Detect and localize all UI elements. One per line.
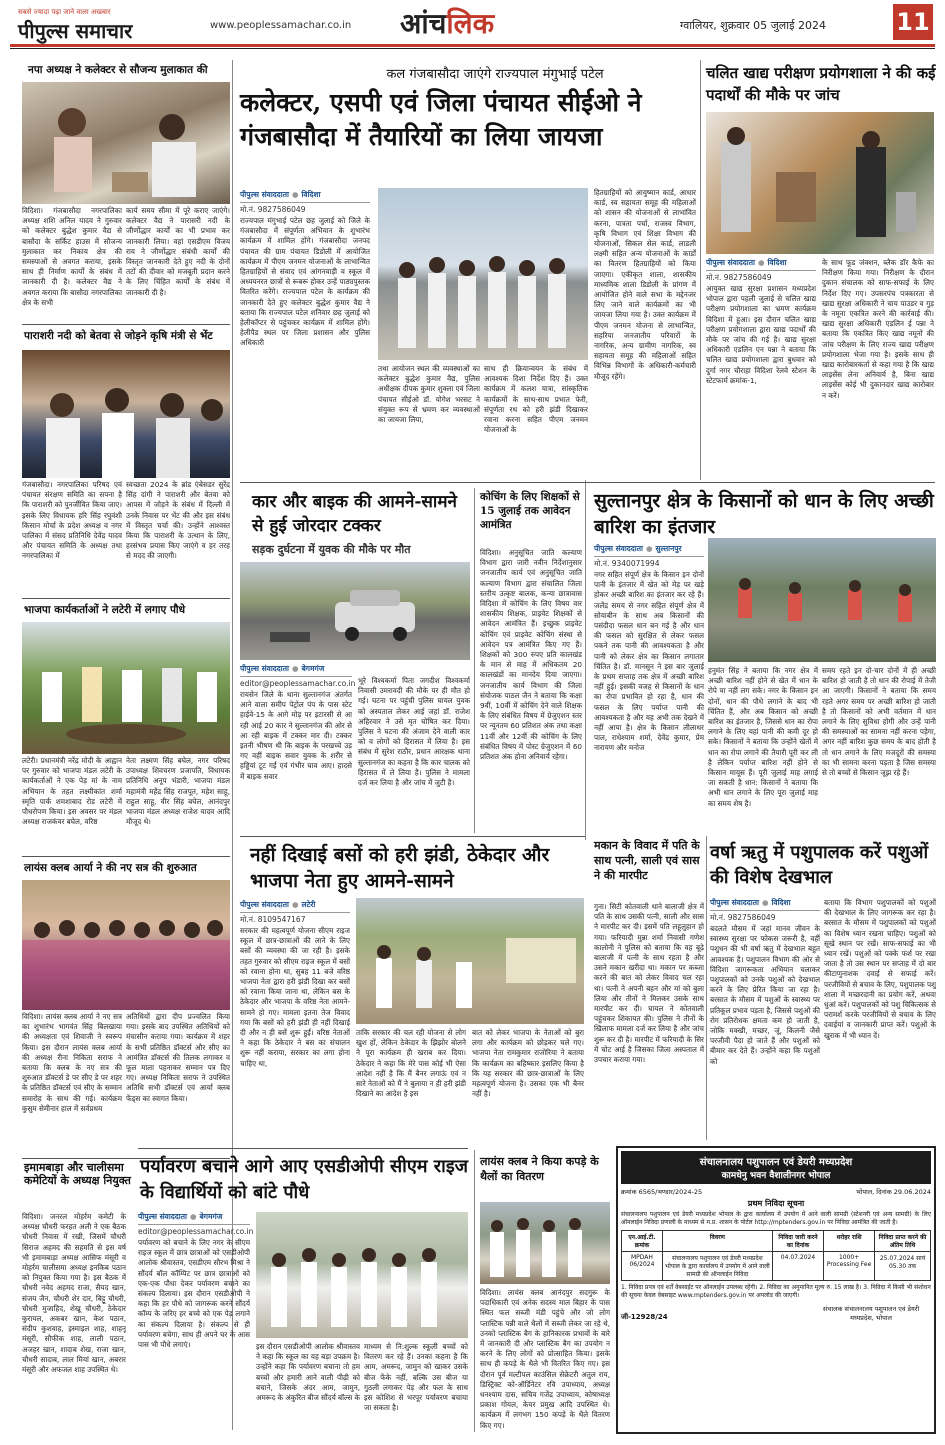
bags-photo-icon	[480, 1202, 610, 1284]
s3-body-1: लटेरी। प्रधानमंत्री नरेंद्र मोदी के आह्वान पर गुरुवार को भाजपा मंडल लटेरी के कार्यकर्ताओं ने एक पेड़ मां के नाम अभियान के तहत लक्ष्मीकांत शर्मा स्मृति पार्क शमशाबाद रोड लटेरी में पौधरोपण किया। इस अवसर पर मंडल अध्यक्ष राजकंवर बघेल, वरिष्ठ	[22, 756, 122, 827]
s4-body-2: अतिथियों द्वारा दीप प्रज्वलित किया गया। इसके बाद उपस्थित अतिथियों को मंचासीन कराया गया। कार्यक्रम में शहर के सभी प्रतिष्ठित डॉक्टर्स और सीए का आमंत्रित डॉक्टर्स की तिलक लगाकर व फूल माला पहनाकर सम्मान पत्र दिए गए। अध्यक्ष निकिता सराफ ने उपस्थित अतिथि सभी डॉक्टर्स एवं आर्या क्लब फेंड्स का स्वागत किया।	[126, 1012, 230, 1103]
column-divider	[585, 480, 586, 840]
s2-body-2: स्वच्छता 2024 के ब्रांड एंबेसडर सुरेंद्र सिंह दांगी ने पाराशरी और बेतवा को आपस में जोड़ने के संबंध में दिल्ली में उनके निवास पर भेंट की और इस संबंध में विस्तृत चर्चा की। उन्होंने आश्वस्त किया कि पाराशरी के उत्थान के लिए, हरसंभव प्रयास किए जाएंगे व हर तरह से मदद की जाएगी।	[126, 480, 230, 561]
tender-notes: 1. निविदा प्रपत्र एवं शर्तें वेबसाईट पर ऑनलाईन उपलब्ध रहेंगी। 2. निविदा का अनुमानित मूल्य रु. 15 लाख है। 3. निविदा में किसी भी संशोधन की सूचना केवल वेबसाइट www.mptenders.gov.in पर अपलोड की जाएगी।	[621, 1284, 931, 1299]
s2-headline: पाराशरी नदी को बेतवा से जोड़ने कृषि मंत्री से भेंट	[24, 330, 213, 342]
bus-headline: नहीं दिखाई बसों को हरी झंडी, ठेकेदार और भाजपा नेता हुए आमने-सामने	[250, 844, 550, 892]
car-byline: पीपुल्स संवाददाता ● बेगमगंज	[240, 664, 325, 673]
food-body-2: के साथ फूड जंक्शन, ब्लैक डॉर कैफे का निरीक्षण किया गया। निरीक्षण के दौरान दुकान संचालक को साफ-सफाई के लिए निर्देश दिए गए। उपसरपंच पत्रकारता से खाद्य सुरक्षा अधिकारी ने चाय पाउडर व गुड़ के नमूना एकत्रित करने की कार्रवाई की। खाद्य सुरक्षा अधिकारी एडलिन ई पन्ना ने बताया कि एकत्रित किए खाद्य नमूनों की जांच परीक्षण के लिए राज्य खाद्य परीक्षण प्रयोगशाला भेजा गया है। इसके साथ ही खाद्य कारोबारकर्ता से कहा गया है कि खाद्य लाइसेंस लेना अनिवार्य है, बिना खाद्य लाइसेंस कोई भी दुकानदार खाद्य कारोबार न करें।	[822, 258, 934, 400]
column-divider	[706, 836, 707, 1140]
s5-headline: इमामबाड़ा और चालीसमा कमेटियों के अध्यक्ष नियुक्त	[24, 1161, 131, 1187]
coach-body: विदिशा। अनुसूचित जाति कल्याण विभाग द्वारा जारी नवीन निर्देशानुसार जनजातीय कार्य एवं अनुसूचित जाति कल्याण विभाग द्वारा संचालित जिला स्तरीय उत्कृष्ट बालक, कन्या छात्रावास विदिशा में कोचिंग के लिए विषय वार शासकीय शिक्षक, प्राइवेट शिक्षकों से आवेदन आमंत्रित हैं। इच्छुक प्राइवेट कोचिंग एवं प्राइवेट कोचिंग संस्था से आवेदन पत्र आमंत्रित किए गए हैं। शिक्षकों को 300 रुपए प्रति कालखंड के मान से माह में अधिकतम 20 कालखंडों का मानदेय दिया जाएगा। जनजातीय कार्य विभाग की जिला संयोजक पाठल जैन ने बताया कि कक्षा 9वीं, 10वीं में कोचिंग देने वाले शिक्षक के लिए संबंधित विषय में ग्रेजुएशन स्तर पर न्यूनतम 60 प्रतिशत अंक तथा कक्षा 11वीं और 12वीं की कोचिंग के लिए संबंधित विषय में पोस्ट ग्रेजुएशन में 60 प्रतिशत अंक होना अनिवार्य रहेगा।	[480, 548, 582, 762]
paddy-body-1: नगर सहित संपूर्ण क्षेत्र के किसान इन दोनों पानी के इंतजार में खेत को मेड़ पर खड़े होकर अच्छी बारिश का इंतजार कर रहे हैं। जलेंद्र समय से नगर सहित संपूर्ण क्षेत्र में सोयाबीन के साथ अब किसानों की पसंदीदा फसल धान बन गई है और धान की फसल को सुरक्षित से लेकर फसल पकने तक पानी की आवश्यकता है और पानी को लेकर क्षेत्र का किसान लगातार चिंतित है। डॉ. मानसून ने इस बार जुलाई के प्रथम सप्ताह तक क्षेत्र में अच्छी बारिश नहीं हुई। इसकी वजह से किसानों के धान का रोपा प्रभावित हो रहा है, धान की फसल के लिए पर्याप्त पानी की आवश्यकता है और यह अभी तक देखने में नहीं आया है। क्षेत्र के किसान लीलाधर पाल, राधेश्याम शर्मा, देवेंद्र कुमार, प्रेम नारायण और मनोज	[594, 570, 704, 753]
s3-body-2: नेता लक्ष्मण सिंह बघेल, नगर परिषद उपाध्यक्ष शिवचरण प्रजापति, विधायक प्रतिनिधि अनूप भंडारी, भाजपा मंडल महामंत्री महेंद्र सिंह राजपूत, महेश साहू, राहुल साहू, वीर सिंह बघेल, आनंदपुर भाजपा मंडल अध्यक्ष राजेश यादव आदि मौजूद थे।	[126, 756, 230, 827]
header-rule-thin	[10, 48, 935, 49]
lions2-photo	[480, 1202, 610, 1284]
s1-photo	[22, 82, 230, 204]
paddy-byline: पीपुल्स संवाददाता ● सुल्तानपुर	[594, 544, 682, 553]
cattle-body-2: बताया कि विभाग पशुपालकों को पशुओं की देखभाल के लिए जागरूक कर रहा है। बरसात के मौसम में पशुपालकों को पशुओं का विशेष ध्यान रखना चाहिए। पशुओं को सूखे स्थान पर रखें। साफ-सफाई का भी ध्यान रखें। पशुओं को पक्के फर्श पर रखा जाता है तो उस स्थान पर सप्ताह में दो बार कीटाणुनाशक दवाई से सफाई करें। परजीवियों से बचाव के लिए, पशुपालक पशु शाला में मच्छरदानी का प्रयोग करें, अथवा धुआं करें। पशुपालकों को पशु चिकित्सक से परामर्श करके परजीवियों से बचाव के लिए दवाईयां व जानकारी प्राप्त करें। पशुओं के खुराक में भी ध्यान दें।	[824, 898, 936, 1040]
env-headline: पर्यावरण बचाने आगे आए एसडीओपी सीएम राइज के विद्यार्थियों को बांटे पौधे	[140, 1156, 469, 1203]
lead-byline: पीपुल्स संवाददाता ● विदिशा	[240, 190, 321, 199]
tender-title: प्रथम निविदा सूचना	[747, 1199, 805, 1208]
lead-body-3: साथ ही क्रियान्वयन के संबंध में आवश्यक दिशा निर्देश दिए हैं। उक्त कार्यक्रम में कलश यात्रा, सांस्कृतिक कार्यक्रमों के साथ-साथ प्रभात फेरी, संपूर्णता रथ को हरी झंडी दिखाकर रवाना करना सहित पीएम जनमन योजनाओं के	[484, 364, 588, 435]
tender-notice	[616, 1146, 936, 1434]
s2-photo	[22, 350, 230, 478]
logo-tagline: सबसे ज्यादा पढ़ा जाने वाला अखबार	[18, 8, 111, 16]
tender-address: कामधेनु भवन वैशालीनगर भोपाल	[721, 1171, 831, 1181]
food-byline: पीपुल्स संवाददाता ● विदिशा	[706, 258, 787, 267]
section-title: आंचलिक	[400, 7, 495, 40]
tender-refline	[621, 1187, 931, 1196]
s2-body-1: गंजबासौदा। नगरपालिका परिषद एवं पंचायत संरक्षण समिति का सपना है कि पाराशरी को पुनर्जीवित किया जाए। इसके लिए विधायक हरि सिंह रघुवंशी किसान मोर्चा के प्रदेश अध्यक्ष व नगर पालिका में संसद प्रतिनिधि देवेंद्र यादव और पंचायत समिति के अध्यक्ष तथा नगरपालिका में	[22, 480, 122, 561]
students-photo-icon	[256, 1212, 468, 1338]
car-photo	[240, 562, 470, 660]
cattle-body-1: बदलते मौसम में जहां मानव जीवन के स्वास्थ्य सुरक्षा पर फोकस जरूरी है, वहीं पशुधन की भी वर्षा ऋतु में देखभाल बहुत आवश्यक है। पशुपालन विभाग की ओर से विदिशा जागरूकता अभियान चलाकर पशुपालकों को उनके पशुओं को देखभाल करने के लिए प्रेरित किया जा रहा है। बरसात के मौसम में पशुओं के स्वास्थ्य पर प्रतिकूल प्रभाव पड़ता है, जिससे पशुओं की रोग प्रतिरोधक क्षमता कम हो जाती है, जोकि मक्खी, मच्छर, जूं, किलनी जैसे परजीवी पैदा हो जाते हैं और पशुओं को बीमार कर देते हैं। उन्होंने कहा कि पशुओं को	[710, 924, 820, 1066]
paddy-field-icon	[708, 538, 936, 662]
lab-photo-icon	[706, 112, 934, 254]
table-row: MPDAH 06/2024 संचालनालय पशुपालन एवं डेयरी मध्यप्रदेश भोपाल के द्वारा कार्यालय में उपयोग में आने वाली सामग्री की ऑनलाईन निविदा 04.07.2024 1000+ Processing Fee 25.07.2024 सायं 05.30 तक	[622, 1252, 931, 1281]
food-body-1: आयुक्त खाद्य सुरक्षा प्रशासन मध्यप्रदेश भोपाल द्वारा पहली जुलाई से चलित खाद्य परीक्षण प्रयोगशाला का भ्रमण कार्यक्रम विदिशा में हुआ। इस दौरान चलित खाद्य परीक्षण प्रयोगशाला द्वारा खाद्य पदार्थों की मौके पर जांच की गई है। खाद्य सुरक्षा अधिकारी एडलिन एन पन्ना ने बताया कि चलित खाद्य प्रयोगशाला द्वारा बुधवार को दुर्गा नगर चौराहा विदिशा रेलवे स्टेशन के स्टेटफार्म क्रमांक-1,	[706, 284, 816, 385]
food-mobile: मो.नं. 9827586049	[706, 270, 816, 283]
bus-body-2: ताकि सरकार की चल रही योजना से लोग खुश हों, लेकिन ठेकेदार के झिझोर बोलने ने पूरा कार्यक्रम ही खराब कर दिया। ठेकेदार ने कहा कि मेरे पास कोई भी ऐसा आदेश नहीं है कि मैं बैनर लगाऊं एवं न सारे नेताओं को मैं ने बुलाया न ही हरी झंडी दिखाने का आदेश है इस	[356, 1028, 466, 1099]
env-photo	[256, 1212, 468, 1338]
bus-mobile: मो.नं. 8109547167	[240, 912, 350, 925]
divider	[22, 598, 230, 599]
s4-photo	[22, 880, 230, 1010]
env-byline: पीपुल्स संवाददाता ● बेगमगंज	[138, 1212, 223, 1221]
tender-org: संचालनालय पशुपालन एवं डेयरी मध्यप्रदेश	[699, 1157, 853, 1168]
lead-headline: कलेक्टर, एसपी एवं जिला पंचायत सीईओ ने गंजबासौदा में तैयारियों का लिया जायजा	[240, 88, 642, 151]
tender-gcode: जी-12928/24	[621, 1313, 668, 1321]
bus-photo	[356, 898, 584, 1024]
tender-footer	[621, 1304, 931, 1322]
cattle-byline: पीपुल्स संवाददाता ● विदिशा	[710, 898, 791, 907]
lead-body-4: हितग्राहियों को आयुष्मान कार्ड, आधार कार्ड, स्व सहायता समूह की महिलाओं को शासन की योजनाओं से लाभांवित करना, पात्रता पर्चा, राजस्व विभाग, कृषि विभाग एवं शिक्षा विभाग की योजनाओं, सिकल सेल कार्ड, लाडली लक्ष्मी सहित अन्य योजनाओं के कार्डों का वितरण हितग्राहियों को किया जाएगा। एकीकृत शाला, शासकीय माध्यमिक शाला डिडोली के प्रांगण में आयोजित होने वाले सभा के मद्देनजर लिए जाने वाले कार्यक्रमों का भी जायजा लिया गया है। उक्त कार्यक्रम में पीएम जनमन योजना से लाभान्वित, सहरिया जनजातीय परिवारों के नागरिक, अन्य ग्रामीण नागरिक, स्व सहायता समूह की महिलाओं सहित विभिन्न विभागों के अधिकारी-कर्मचारी मौजूद रहेंगे।	[594, 188, 696, 381]
divider	[22, 856, 230, 857]
club-photo-icon	[22, 880, 230, 1010]
paddy-mobile: मो.नं. 9340071994	[594, 556, 704, 569]
cattle-mobile: मो.नं. 9827586049	[710, 910, 820, 923]
lead-mobile: मो.नं. 9827586049	[240, 202, 370, 215]
masthead-logo[interactable]: सबसे ज्यादा पढ़ा जाने वाला अखबार पीपुल्स समाचार	[18, 8, 133, 43]
car-body-1: रायसेन जिले के थाना सुल्तानगंज अंतर्गत आने वाला समीप पेट्रोल पंप के पास स्टेट हाईवे-15 के आगे मोड़ पर इटारसी से आ रही आई 20 कार ने सुल्तानगंज की ओर से आ रही बाइक में टक्कर मार दी। टक्कर इतनी भीषण थी कि बाइक के परखच्चे उड़ गए वहीं बाइक सवार युवक के शरीर से हड्डियां टूट गईं एवं गंभीर घाव आए। हादसे में बाइक सवार	[240, 690, 352, 781]
dateline: ग्वालियर, शुक्रवार 05 जुलाई 2024	[680, 19, 826, 32]
website-link[interactable]: www.peoplessamachar.co.in	[210, 20, 352, 31]
s1-body-2: कार्य समय सीमा में पूरे कराए जाएंगे। कलेक्टर वैद्य ने पारासरी नदी के जीर्णोद्धार कार्यों का भी प्रभाव कर जानकारी लिया। वहां एसडीएम विजय राय ने जीर्णोद्धार संबंधी कार्यों की विस्तृत जानकारी देते हुए नदी के दोनों तटों की दीवार को मजबूती प्रदान करने के लिए चिंहित कार्यों के संबंध में जानकारी दी है।	[126, 206, 230, 297]
column-divider	[474, 488, 475, 833]
s1-body-1: विदिशा। गंजबासौदा नगरपालिका अध्यक्ष शशि अनिल यादव ने गुरुवार को कलेक्टर बुद्धेश कुमार वैद्य से बासौदा के सर्किट हाउस में सौजन्य मुलाकात कर निकाय क्षेत्र की समस्याओं से अवगत कराया, इसके साथ ही निर्माण कार्यों के संबंध में जानकारी दी है। कलेक्टर वैद्य ने अवगत कराया कि बासौदा नगरपालिका क्षेत्र के सभी	[22, 206, 122, 307]
paddy-body-2: हनुमंत सिंह ने बताया कि नगर क्षेत्र में अच्छी बारिश नहीं होने से खेत में धान के रोपे या नहीं लग सके। नगर के किसान इन दोनों, धान की पौधे लगाने के बाद भी चिंतित हैं, और अब किसान को अच्छी बारिश का इंतजार है, जिससे धान का रोपा लगाने के लिए यहां पानी की कमी दूर हो सके। किसानों ने बताया कि उन्होंने खेतों में धान का रोपा लगाने की तैयारी पूरी कर ली है लेकिन पर्याप्त बारिश नहीं होने से किसान मायूस हैं। पूरी जुलाई माह लगाई जा सकती है धान: किसानों ने बताया कि अभी धान लगाने के लिए पूरा जुलाई माह का समय शेष है।	[708, 666, 818, 808]
divider	[240, 836, 585, 837]
meeting-photo-icon	[22, 82, 230, 204]
column-divider	[474, 1150, 475, 1432]
tender-intro: संचालनालय पशुपालन एवं डेयरी मध्यप्रदेश भोपाल के द्वारा कार्यालय में उपयोग में आने वाली सामग्री (स्टेशनरी एवं अन्य सामग्री) के लिए ऑनलाईन निविदा प्रणाली के माध्यम से म.प्र. शासन के पोर्टल http://mptenders.gov.in पर निविदा आमंत्रित की जाती है।	[621, 1211, 931, 1226]
s3-headline: भाजपा कार्यकर्ताओं ने लटेरी में लगाए पौधे	[24, 604, 186, 616]
paddy-headline: सुल्तानपुर क्षेत्र के किसानों को धान के लिए अच्छी बारिश का इंतजार	[594, 490, 934, 538]
paddy-body-3: समय रहते इन दो-चार दोनों में ही अच्छी बारिश हो जाती है तो धान की रोपाई में तेजी आ जाएगी। किसानों ने बताया कि समय रहते अगर समय पर अच्छी बारिश हो जाती है तो किसानों को अभी वर्तमान में धान लगाने के लिए सुविधा होगी और उन्हें पानी की समस्याओं का सामना नहीं करना पड़ेगा, अगर नहीं बारिश कुछ समय के बाद होती है तो धान लगाने के लिए मजदूरों की समस्या का भी सामना करना पड़ता है जिस समस्या से तो बच्चों से किसान जूझ रहे हैं।	[822, 666, 936, 778]
tender-table-header: एन.आई.टी. क्रमांक विवरण निविदा जारी करने का दिनांक धरोहर राशि निविदा प्राप्त करने की अंतिम तिथि	[622, 1231, 931, 1252]
car-deck: सड़क दुर्घटना में युवक की मौके पर मौत	[252, 543, 411, 556]
tender-ref: क्रमांक 6565/भण्डार/2024-25	[621, 1188, 703, 1196]
lead-photo	[378, 188, 588, 360]
lead-body-1: राज्यपाल मंगुभाई पटेल छह जुलाई को जिले के गंजबासौदा में संपूर्णता अभियान के शुभारंभ कार्यक्रम में शामिल होंगे। गंजबासौदा जनपद पंचायत की ग्राम पंचायत डिडोली में आयोजित कार्यक्रम में पीएम जनमन योजनाओं के लाभान्वित हितग्राहियों से संवाद एवं आंगनवाड़ी व स्कूल में अध्ययनरत छात्रों से रूबरू होकर उन्हें पाठ्यपुस्तक वितरित करेंगे। राज्यपाल पटेल के कार्यक्रम की जानकारी देते हुए कलेक्टर बुद्धेश कुमार वैद्य ने बताया कि राज्यपाल पटेल शनिवार छह जुलाई को हेलीकॉप्टर से पहुंचकर कार्यक्रम में शामिल होंगे। हेलीपैड स्थल पर जिला प्रशासन और पुलिस अधिकारी	[240, 216, 370, 348]
car-email[interactable]: editor@peoplessamachar.co.in	[240, 676, 352, 688]
crashed-car-icon	[240, 562, 470, 660]
bus-body-3: बात को लेकर भाजपा के नेताओं को बुरा लगा और कार्यक्रम को छोड़कर चले गए। भाजपा नेता रामकुमार राजोरिया ने बताया कि कार्यक्रम का बहिष्कार इसलिए किया है कि यह सरकार की छात्र-छात्राओं के लिए महत्वपूर्ण योजना है। उसका एक भी बैनर नहीं है।	[472, 1028, 584, 1099]
paddy-photo	[708, 538, 936, 662]
divider	[138, 1148, 468, 1149]
car-headline: कार और बाइक की आमने-सामने से हुई जोरदार टक्कर	[252, 492, 457, 536]
lead-body-2: तथा आयोजन स्थल की व्यवस्थाओं का कलेक्टर बुद्धेश कुमार वैद्य, पुलिस अधीक्षक दीपक कुमार शुक्ला एवं जिला पंचायत सीईओ डॉ. योगेश भरसट ने संयुक्त रूप से भ्रमण कर व्यवस्थाओं का जायजा लिया,	[378, 364, 480, 425]
tender-table	[621, 1230, 931, 1281]
s1-headline: नपा अध्यक्ष ने कलेक्टर से सौजन्य मुलाकात की	[28, 64, 208, 76]
marriage-headline: मकान के विवाद में पति के साथ पत्नी, साली एवं सास ने की मारपीट	[594, 839, 700, 882]
cattle-headline: वर्षा ऋतु में पशुपालक करें पशुओं की विशेष देखभाल	[710, 842, 929, 888]
s5-body: विदिशा। जनरल मोहर्रम कमेटी के अध्यक्ष चौधरी फरहत अली ने एक बैठक चौधरी निवास में रखी, जिसमें चौधरी सिराज अहमद की सहमति से इस वर्ष भी इमामबाड़ा अध्यक्ष आसिफ मंसूरी व मोहर्रम चालीसमा अध्यक्ष इनकिब पठान को नियुक्त किया गया है। इस बैठक में चौधरी नवेद अहमद राजा, सैयद खान, संजय जैन, चौधरी शेर दार, बिट्टू चौधरी, चौधरी मुजाहिद, शेखू चौधरी, ठेकेदार कुरायल, अकबर खान, केश पठान, संदीप कुशवाह, इस्माइल शाह, शाहनू मंसूरी, सौफीक शाह, लाली पठान, अजहर खान, शादाब शेख, राजा खान, चौधरी सादाब, लाल मियां खान, अबरार मंसूरी और अफजल शाह उपस्थित थे।	[22, 1212, 126, 1375]
coach-headline: कोचिंग के लिए शिक्षकों से 15 जुलाई तक आवेदन आमंत्रित	[480, 491, 580, 531]
page-number: 11	[893, 4, 933, 40]
env-body-2: इस दौरान एसडीओपी आलोक श्रीवास्तव ने कहा कि स्कूल का यह बड़ा उपक्रम है। उन्होंने कहा कि पर्यावरण बचाना तो हम बच्चों और हमारी आने वाली पीढ़ी को बचाने, जिसके अंदर आम, जामुन, अमरूद के अंकुरित बीज सौंदर्य बॉल्स के	[256, 1342, 360, 1403]
group-photo-icon	[22, 350, 230, 478]
tender-signature: संचालक संचालनालय पशुपालन एवं डेयरी मध्यप्रदेश, भोपाल	[822, 1305, 920, 1322]
env-body-1: पर्यावरण को बचाने के लिए नगर के सीएम राइज स्कूल में छात्र छात्राओं को एसडीओपी आलोक श्रीवास्तव, एसडीएम सौरभ मिश्रा ने सौंदर्य बॉल कॉम्पिट पर छात्र छात्राओं को एक-एक पौधा देकर पर्यावरण बचाने का संकल्प दिलाया। इस दौरान एसडीओपी ने कहा कि हर पौधे को जागरूक करने सौंदर्य कॉम्प के जरिए हर बच्चे को एक पेड़ लगाने का संकल्प दिलाया है। संकल्प से ही पर्यावरण बचेगा, साथ ही अपने घर के आस पास भी पौधे लगाएं।	[138, 1238, 250, 1350]
column-divider	[700, 60, 701, 480]
divider	[22, 324, 230, 325]
env-email[interactable]: editor@peoplessamachar.co.in	[138, 1224, 250, 1236]
bus-body-1: सरकार की महत्वपूर्ण योजना सीएम राइज स्कूल में छात्र-छात्राओं की लाने के लिए बसों की व्यवस्था की जा रही है। इसके तहत गुरुवार को सीएम राइज स्कूल में बसों को रवाना होना था, सुबह 11 बजे वरिष्ठ भाजपा नेता द्वारा हरी झंडी दिखा कर बसों को रवाना किया जाना था, लेकिन बस के ठेकेदार और भाजपा के वरिष्ठ नेता आमने-सामने हो गए। मामला इतना तेज विवाद गया कि बसों को हरी झंडी ही नहीं दिखाई दी और न ही बसें शुरू हुईं। वरिष्ठ नेताओं ने कहा कि ठेकेदार ने बस का संचालन शुरू नहीं कराया, सरकार का लगा होना चाहिए था,	[240, 926, 350, 1068]
s4-body-1: विदिशा। लायंस क्लब आर्या ने नए सत्र का शुभारंभ भागवंत सिंह बिलखाया की अध्यक्षता एवं शिवाजी ने स्वरूप किया। इस दौरान लायंस क्लब आर्या की अध्यक्ष रीना निकिता सराफ ने बताया कि क्लब के नए सत्र की शुरुआत डॉक्टर्स डे पर सीए डे पर शहर के प्रतिष्ठित डॉक्टर्स एवं सीए के सम्मान समारोह के साथ की गई। कार्यक्रम कुसुम सेमीनार हाल में सर्वप्रथम	[22, 1012, 122, 1113]
marriage-body: गुना। सिटी कोतवाली थाने बालाजी क्षेत्र में पति के साथ उसकी पत्नी, साली और सास ने मारपीट कर दी। इसमें पति लहूलुहान हो गया। फरियादी मुन्ना शर्मा निवासी गणेश कालोनी ने पुलिस को बताया कि वह बूढ़े बालाजी में पत्नी के साथ रहता है और उसने मकान खरीदा था। मकान पर कब्जा करने की बात को लेकर विवाद चल रहा था। पत्नी ने अपनी बहन और मां को बुला लिया और तीनों ने मिलकर उसके साथ मारपीट कर दी। घायल ने कोतवाली पहुंचकर शिकायत की। पुलिस ने तीनों के खिलाफ मामला दर्ज कर लिया है और जांच शुरू कर दी है। मारपीट में फरियादी के सिर में चोट आई है जिसका जिला अस्पताल में उपचार कराया गया।	[594, 902, 704, 1065]
s4-headline: लायंस क्लब आर्या ने की नए सत्र की शुरुआत	[24, 862, 197, 874]
divider	[240, 482, 935, 483]
tender-banner	[621, 1151, 931, 1184]
plantation-photo-icon	[22, 622, 230, 754]
bus-byline: पीपुल्स संवाददाता ● लटेरी	[240, 900, 316, 909]
bus-photo-icon	[356, 898, 584, 1024]
food-photo	[706, 112, 934, 254]
header-rule	[10, 44, 935, 47]
officials-photo-icon	[378, 188, 588, 360]
food-headline: चलित खाद्य परीक्षण प्रयोगशाला ने की कई पदार्थों की मौके पर जांच	[706, 64, 936, 104]
car-body-2: भूरे विश्वकर्मा पिता जगदीश विश्वकर्मा निवासी उमरावदी की मौके पर ही मौत हो गई। घटना पर पहुंची पुलिस घायल युवक को अस्पताल लेकर आई जहां डॉ. राजेश अहिरवार ने उसे मृत घोषित कर दिया। पुलिस ने घटना की अंजाम देने वाली कार को व लोगों को हिरासत में लिया है। इस संबंध में सुरेश राठौर, प्रधान आरक्षक थाना सुल्तानगंज का कहना है कि कार चालक को हिरासत में ले लिया है। पुलिस ने मामला दर्ज कर लिया है और जांच में जुटी है।	[358, 676, 470, 788]
lions2-headline: लायंस क्लब ने किया कपड़े के थैलों का वितरण	[480, 1155, 599, 1183]
env-body-3: माध्यम से नि:शुल्क स्कूली बच्चों को वितरण कर रहे हैं। उनका कहना है कि आम, अमरूद, जामुन को खाकर उसके बीज फेंके नहीं, बल्कि उस बीज या गुठली लगाकर पेड़ और फल के साथ इस कोशिश से भरपूर पर्यावरण बचाया जा सकता है।	[364, 1342, 468, 1413]
tender-date: भोपाल, दिनांक 29.06.2024	[856, 1188, 931, 1196]
lead-kicker: कल गंजबासौदा जाएंगे राज्यपाल मंगुभाई पटेल	[386, 67, 604, 82]
s3-photo	[22, 622, 230, 754]
lions2-body: विदिशा। लायंस क्लब आनंदपुर सदगुरू के पदाधिकारी एवं अनेक सदस्य माल बिहार के पास स्थित फल सब्जी मंडी पहुंचे और जो लोग प्लास्टिक पन्नी वाले थैलों में सब्जी लेकर जा रहे थे, उनको प्लास्टिक बैग के हानिकारक प्रभावों के बारे में जानकारी दी और प्लास्टिक बैग का उपयोग न करने के लिए लोगों को प्रोत्साहित किया। इसके साथ ही कपड़े के थैले भी वितरित किए गए। इस दौरान पूर्व मल्टीपल काउंसिल सेक्रेटरी अतुल राय, डिस्ट्रिक्ट को-ऑर्डिनेटर रवि उपाध्याय, अध्यक्ष धनश्याम दास, सचिव गजेंद्र उपाध्याय, कोषाध्यक्ष प्रकाश गोयल, केयर प्रमुख आदि उपस्थित थे। कार्यक्रम में लगभग 150 कपड़े के थैले वितरण किए गए।	[480, 1288, 610, 1430]
